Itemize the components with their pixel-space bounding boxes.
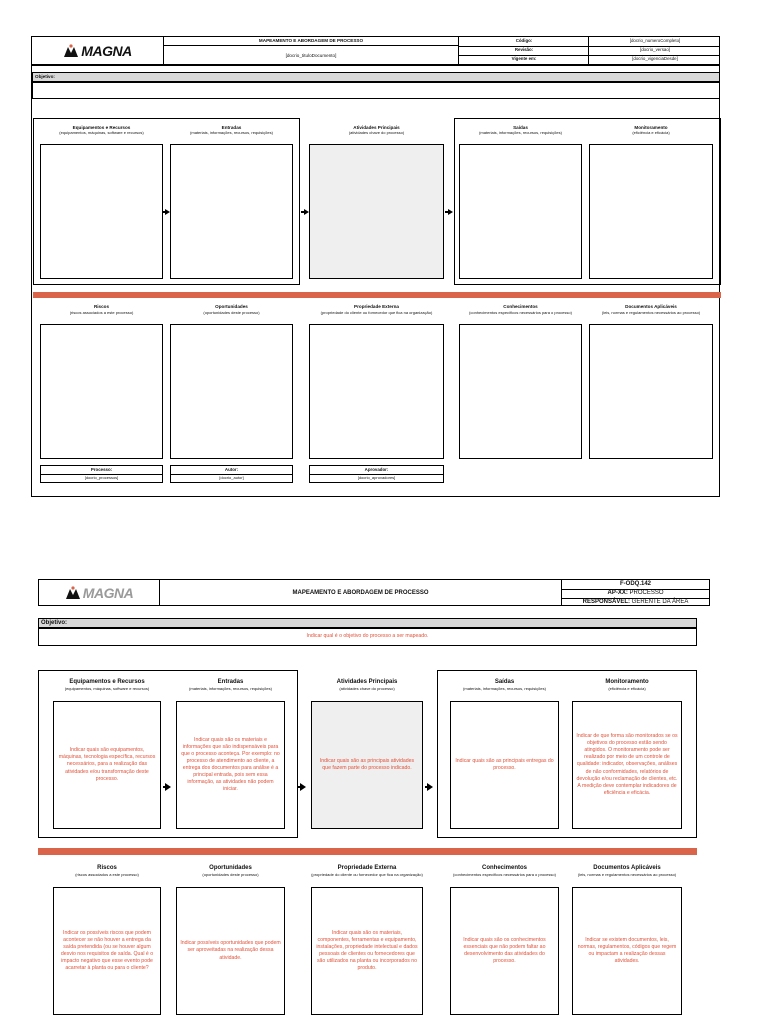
b-objective-field[interactable]: [38, 628, 697, 646]
arrow-right-icon: [165, 209, 170, 215]
b-box-equipamentos[interactable]: Indicar quais são equipamentos, máquinas, tecnologia específica, recursos necessários, para a realização das atividades e/ou transformação deste processo.: [53, 701, 161, 829]
magna-logo: [32, 37, 163, 64]
meta-valid-label: Vigente em:: [511, 56, 537, 61]
section-title-saidas: Saídas: [513, 125, 528, 130]
magna-logo-icon: [65, 586, 81, 599]
b-box-documentos[interactable]: Indicar se existem documentos, leis, normas, regulamentos, códigos que regem ou impactam a realização dessas atividades.: [572, 887, 682, 1015]
b-sub-monitoramento: (eficiência e eficácia): [608, 686, 646, 691]
meta-code-value: [docrio_numeroCompleto]: [629, 38, 681, 43]
section-sub-atividades: (atividades chave do processo): [348, 130, 405, 135]
b-header-title-cell: [159, 579, 562, 606]
footer-autor-label: Autor:: [224, 467, 239, 472]
box-documentos[interactable]: [589, 324, 713, 459]
footer-aprovador-label: Aprovador:: [364, 467, 389, 472]
section-title-conhecimentos: Conhecimentos: [503, 304, 538, 309]
box-saidas[interactable]: [459, 144, 582, 279]
b-box-propriedade[interactable]: Indicar quais são os materiais, componentes, ferramentas e equipamento, instalações, propriedade intelectual e dados pessoais de clientes ou fornecedores que são utilizados na planta ou incorporados no produto.: [311, 887, 423, 1015]
b-box-oportunidades[interactable]: Indicar possíveis oportunidades que podem ser aproveitadas na realização dessa atividade.: [176, 887, 285, 1015]
section-sub-equipamentos: (equipamentos, máquinas, software e recursos): [59, 130, 144, 135]
b-code: F-ODQ.142: [619, 581, 651, 587]
box-atividades[interactable]: [309, 144, 444, 279]
b-box-riscos[interactable]: Indicar os possíveis riscos que podem acontecer se não houver a entrega da saída pretendida (ou se houver algum desvio nos requisitos de saída. Qual é o impacto negativo que esse evento pode acarretar à planta ou para o cliente?: [53, 887, 161, 1015]
objective-label: Objetivo:: [35, 74, 55, 79]
b-title-oportunidades: Oportunidades: [209, 865, 252, 871]
section-sub-entradas: (materiais, informações, recursos, requisições): [190, 130, 273, 135]
b-title-entradas: Entradas: [217, 679, 244, 685]
section-sub-riscos: (riscos associados a este processo): [69, 310, 134, 315]
b-sub-conhecimentos: (conhecimentos específicos necessários para o processo): [453, 872, 556, 877]
section-sub-monitoramento: (eficiência e eficácia): [632, 130, 670, 135]
section-title-oportunidades: Oportunidades: [215, 304, 248, 309]
meta-revision-label: Revisão:: [514, 47, 534, 52]
b-ap-label: AP-XX:: [607, 590, 628, 596]
b-objective-text: Indicar qual é o objetivo do processo a ser mapeado.: [306, 633, 429, 639]
b-objective-label: Objetivo:: [41, 620, 68, 626]
b-divider-bar: [38, 848, 697, 855]
meta-code-label: Código:: [515, 38, 533, 43]
b-sub-riscos: (riscos associados a este processo): [75, 872, 139, 877]
section-sub-documentos: (leis, normas e regulamentos necessários ao processo): [601, 310, 701, 315]
section-title-riscos: Riscos: [93, 304, 110, 309]
magna-logo: [39, 580, 159, 605]
section-title-propriedade: Propriedade Externa: [354, 304, 399, 309]
box-riscos[interactable]: [40, 324, 163, 459]
section-sub-propriedade: (propriedade do cliente ou fornecedor que fica na organização): [320, 310, 433, 315]
b-box-saidas[interactable]: Indicar quais são as principais entregas do processo.: [450, 701, 559, 829]
section-title-atividades: Atividades Principais: [353, 125, 400, 130]
meta-valid-value: [docrio_vigenciaDesde]: [632, 56, 678, 61]
b-sub-documentos: (leis, normas e regulamentos necessários ao processo): [577, 872, 677, 877]
logo-text: MAGNA: [82, 584, 134, 601]
b-header-meta: [561, 579, 710, 606]
b-sub-entradas: (materiais, informações, recursos, requisições): [189, 686, 272, 691]
b-title-documentos: Documentos Aplicáveis: [593, 865, 661, 871]
b-title-equipamentos: Equipamentos e Recursos: [69, 679, 145, 685]
header-title-cell: [163, 36, 459, 65]
b-title-conhecimentos: Conhecimentos: [481, 865, 527, 871]
b-title-atividades: Atividades Principais: [336, 679, 398, 685]
footer-processo-value: [docrio_processos]: [84, 475, 119, 480]
section-title-monitoramento: Monitoramento: [634, 125, 668, 130]
objective-label-bar: [32, 72, 720, 82]
b-title-propriedade: Propriedade Externa: [337, 865, 397, 871]
b-header-logo-cell: [38, 579, 160, 606]
b-doc-title: MAPEAMENTO E ABORDAGEM DE PROCESSO: [292, 590, 429, 596]
b-ap-line: [562, 590, 709, 597]
section-title-documentos: Documentos Aplicáveis: [625, 304, 677, 309]
box-propriedade[interactable]: [309, 324, 444, 459]
b-title-riscos: Riscos: [97, 865, 117, 871]
b-ap-value: PROCESSO: [629, 590, 664, 596]
b-sub-atividades: (atividades chave do processo): [339, 686, 395, 691]
footer-aprovador-value: [docrio_aprovadores]: [357, 475, 396, 480]
b-box-monitoramento[interactable]: Indicar de que forma são monitorados se os objetivos do processo estão sendo atingidos. O monitoramento pode ser realizado por meio de um controle de qualidade: indicador, observações, análises de não conformidades, relatórios de devolução e/ou reclamação de clientes, etc. A medição deve contemplar indicadores de eficiência e eficácia.: [572, 701, 682, 829]
footer-autor-value: [docrio_autor]: [219, 475, 244, 480]
section-title-entradas: Entradas: [221, 125, 242, 130]
box-conhecimentos[interactable]: [459, 324, 582, 459]
arrow-right-icon: [165, 783, 171, 791]
footer-aprovador: [309, 465, 444, 483]
section-title-equipamentos: Equipamentos e Recursos: [72, 125, 131, 130]
arrow-right-icon: [427, 783, 433, 791]
footer-processo-label: Processo:: [90, 467, 113, 472]
arrow-right-icon: [300, 783, 306, 791]
logo-text: MAGNA: [81, 42, 132, 59]
b-box-atividades[interactable]: Indicar quais são as principais atividades que fazem parte do processo indicado.: [311, 701, 423, 829]
section-sub-oportunidades: (oportunidades deste processo): [203, 310, 260, 315]
arrow-right-icon: [304, 209, 309, 215]
b-sub-saidas: (materiais, informações, recursos, requisições): [463, 686, 546, 691]
doc-title: MAPEAMENTO E ABORDAGEM DE PROCESSO: [258, 38, 364, 43]
meta-revision-value: [docrio_versao]: [639, 47, 671, 52]
divider-bar: [33, 292, 721, 298]
header-logo-cell: [31, 36, 164, 65]
b-sub-oportunidades: (oportunidades deste processo): [202, 872, 259, 877]
b-sub-equipamentos: (equipamentos, máquinas, software e recursos): [64, 686, 150, 691]
doc-title-field: [docrio_tituloDocumento]: [285, 53, 337, 58]
section-sub-saidas: (materiais, informações, recursos, requisições): [479, 130, 562, 135]
box-monitoramento[interactable]: [589, 144, 713, 279]
b-resp-value: GERENTE DA ÁREA: [631, 599, 689, 605]
b-objective-label-bar: [38, 618, 697, 628]
box-entradas[interactable]: [170, 144, 293, 279]
objective-field[interactable]: [32, 82, 720, 99]
b-title-monitoramento: Monitoramento: [605, 679, 649, 685]
box-oportunidades[interactable]: [170, 324, 293, 459]
b-box-entradas[interactable]: Indicar quais são os materiais e informações que são indispensáveis para que o processo aconteça. Por exemplo: no processo de atendimento ao cliente, a entrega dos documentos para análise é a principal entrada, pois sem essa informação, as atividades não podem iniciar.: [176, 701, 285, 829]
header-meta: [458, 36, 720, 65]
section-sub-conhecimentos: (conhecimentos específicos necessários para o processo): [469, 310, 572, 315]
footer-autor: [170, 465, 293, 483]
arrow-right-icon: [448, 209, 453, 215]
b-sub-propriedade: (propriedade do cliente ou fornecedor que fica na organização): [311, 872, 423, 877]
b-resp-line: [562, 599, 709, 606]
magna-logo-icon: [63, 44, 79, 57]
footer-processo: [40, 465, 163, 483]
b-title-saidas: Saídas: [494, 679, 515, 685]
b-resp-label: RESPONSÁVEL:: [582, 599, 630, 605]
box-equipamentos[interactable]: [40, 144, 163, 279]
b-box-conhecimentos[interactable]: Indicar quais são os conhecimentos essenciais que não podem faltar ao desenvolvimento das atividades do processo.: [450, 887, 559, 1015]
